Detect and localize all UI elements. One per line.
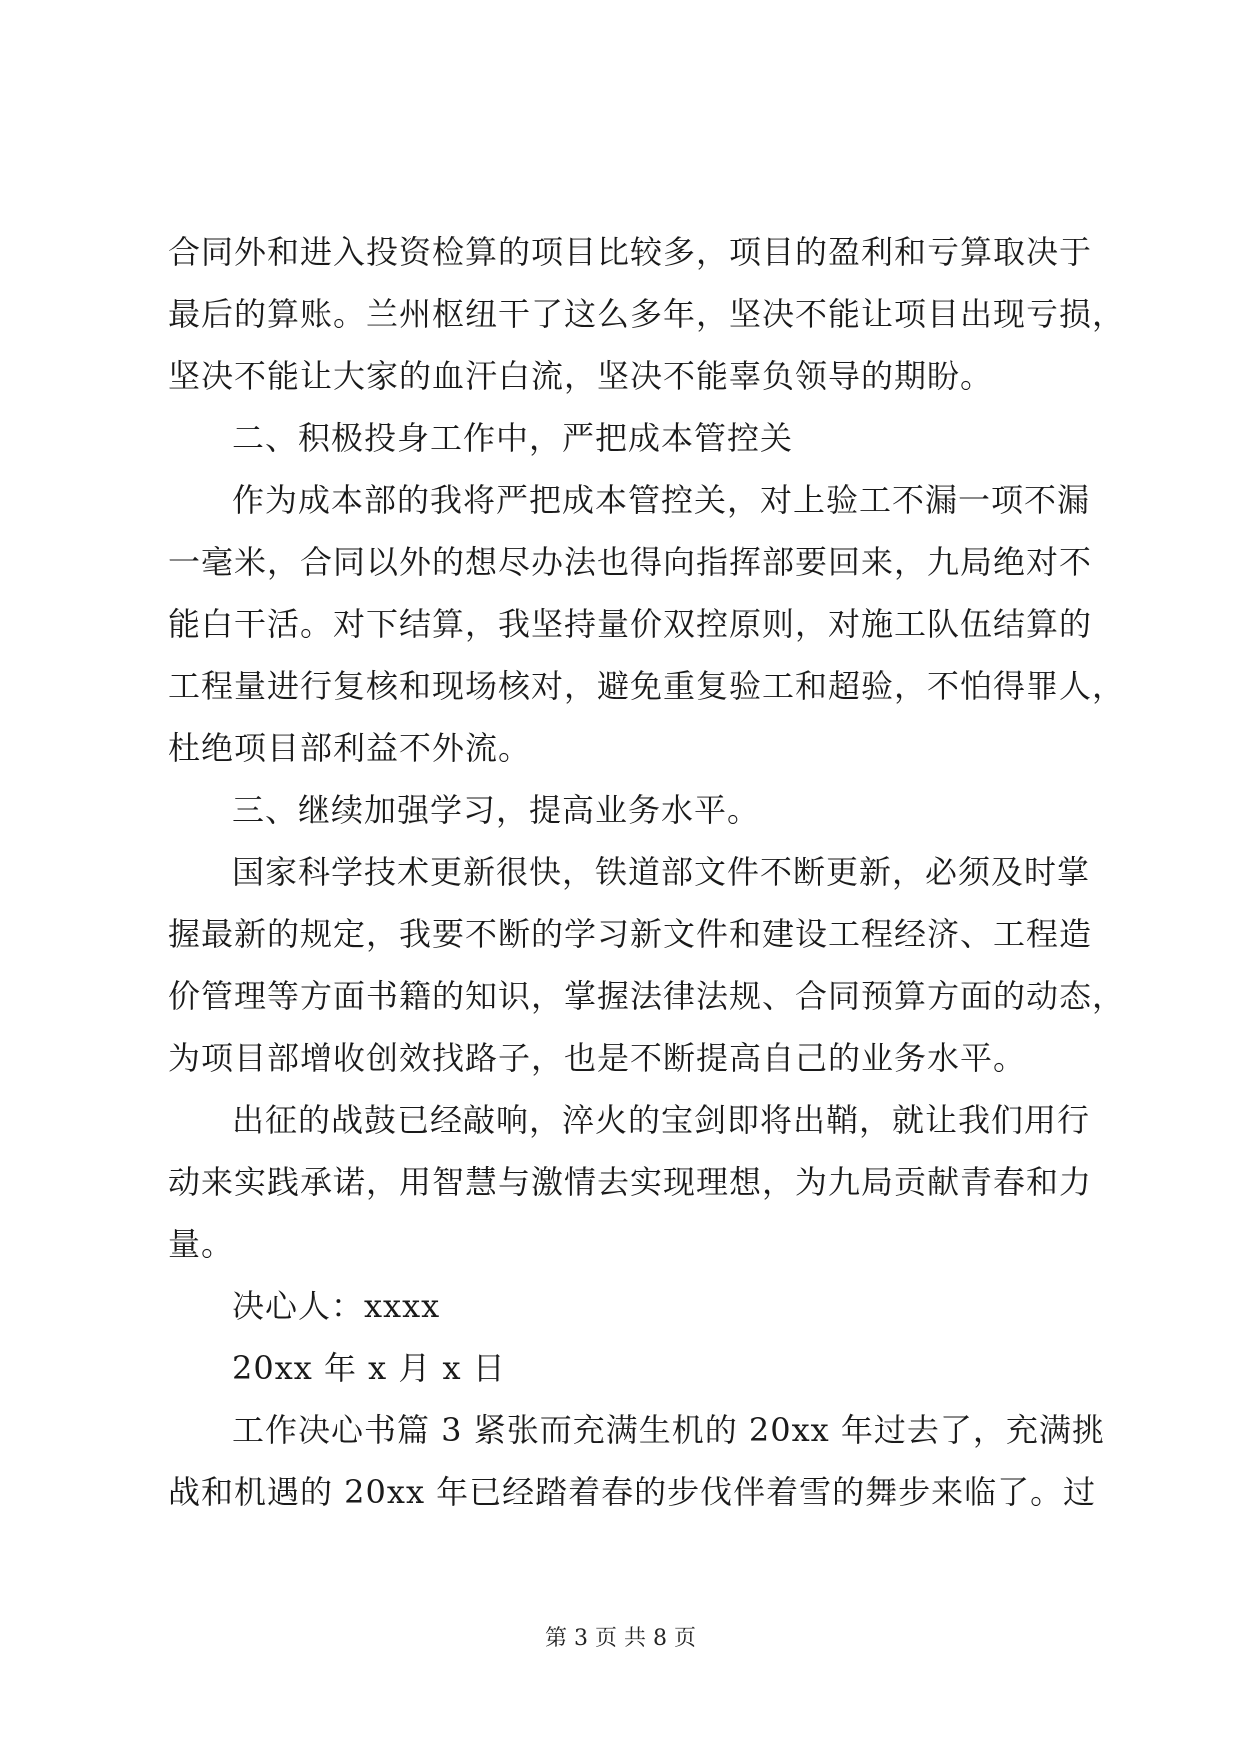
body-line-8: 工程量进行复核和现场核对，避免重复验工和超验，不怕得罪人， [168,667,1126,705]
section-heading-2: 二、积极投身工作中，严把成本管控关 [232,419,794,457]
body-line-14: 为项目部增收创效找路子，也是不断提高自己的业务水平。 [168,1039,1027,1077]
section-heading-3: 三、继续加强学习，提高业务水平。 [232,791,761,829]
body-line-7: 能白干活。对下结算，我坚持量价双控原则，对施工队伍结算的 [168,605,1093,643]
body-line-17: 量。 [168,1225,235,1263]
body-line-3: 坚决不能让大家的血汗白流，坚决不能辜负领导的期盼。 [168,357,994,395]
body-line-12: 握最新的规定，我要不断的学习新文件和建设工程经济、工程造 [168,915,1093,953]
body-line-6: 一毫米，合同以外的想尽办法也得向指挥部要回来，九局绝对不 [168,543,1093,581]
body-line-11: 国家科学技术更新很快，铁道部文件不断更新，必须及时掌 [232,853,1091,891]
body-line-20: 工作决心书篇 3 紧张而充满生机的 20xx 年过去了，充满挑 [232,1411,1105,1449]
body-line-1: 合同外和进入投资检算的项目比较多，项目的盈利和亏算取决于 [168,233,1093,271]
page-number-footer: 第 3 页 共 8 页 [545,1626,696,1651]
signer-line: 决心人：xxxx [232,1287,441,1325]
body-line-13: 价管理等方面书籍的知识，掌握法律法规、合同预算方面的动态， [168,977,1126,1015]
body-line-5: 作为成本部的我将严把成本管控关，对上验工不漏一项不漏 [232,481,1091,519]
body-line-16: 动来实践承诺，用智慧与激情去实现理想，为九局贡献青春和力 [168,1163,1093,1201]
body-line-9: 杜绝项目部利益不外流。 [168,729,532,767]
body-line-21: 战和机遇的 20xx 年已经踏着春的步伐伴着雪的舞步来临了。过 [168,1473,1097,1511]
body-line-2: 最后的算账。兰州枢纽干了这么多年，坚决不能让项目出现亏损， [168,295,1126,333]
date-line: 20xx 年 x 月 x 日 [232,1349,506,1387]
body-line-15: 出征的战鼓已经敲响，淬火的宝剑即将出鞘，就让我们用行 [232,1101,1091,1139]
